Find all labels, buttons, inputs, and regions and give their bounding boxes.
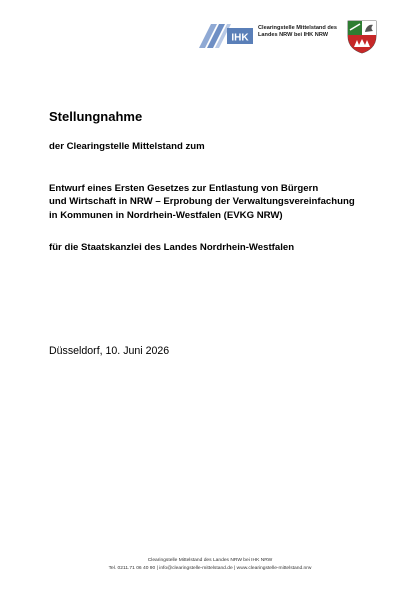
footer-line-1: Clearingstelle Mittelstand des Landes NRW bei IHK NRW (147, 558, 273, 563)
ihk-logo-text: IHK (231, 32, 249, 44)
organization-name (258, 25, 348, 39)
subject-line: in Kommunen in Nordrhein-Westfalen (EVKG NRW) (49, 209, 283, 221)
nrw-coat-of-arms-icon (345, 18, 379, 54)
ihk-logo (197, 22, 253, 50)
footer-line-2: Tel. 0211.71 06 40 90 | info@clearingstelle-mittelstand.de | www.clearingstelle-mittelstand.nrw (108, 566, 312, 571)
page-footer (0, 557, 420, 573)
subject-line: Entwurf eines Ersten Gesetzes zur Entlastung von Bürgern (49, 183, 319, 194)
organization-line-2: Landes NRW bei IHK NRW (258, 32, 329, 38)
document-recipient: für die Staatskanzlei des Landes Nordrhein-Westfalen (49, 242, 295, 253)
document-subtitle: der Clearingstelle Mittelstand zum (49, 141, 205, 152)
subject-line: und Wirtschaft in NRW – Erprobung der Verwaltungsvereinfachung (49, 196, 355, 208)
document-title: Stellungnahme (49, 109, 143, 124)
document-subject (49, 182, 355, 222)
document-date: Düsseldorf, 10. Juni 2026 (49, 345, 170, 357)
organization-line-1: Clearingstelle Mittelstand des (258, 25, 337, 31)
